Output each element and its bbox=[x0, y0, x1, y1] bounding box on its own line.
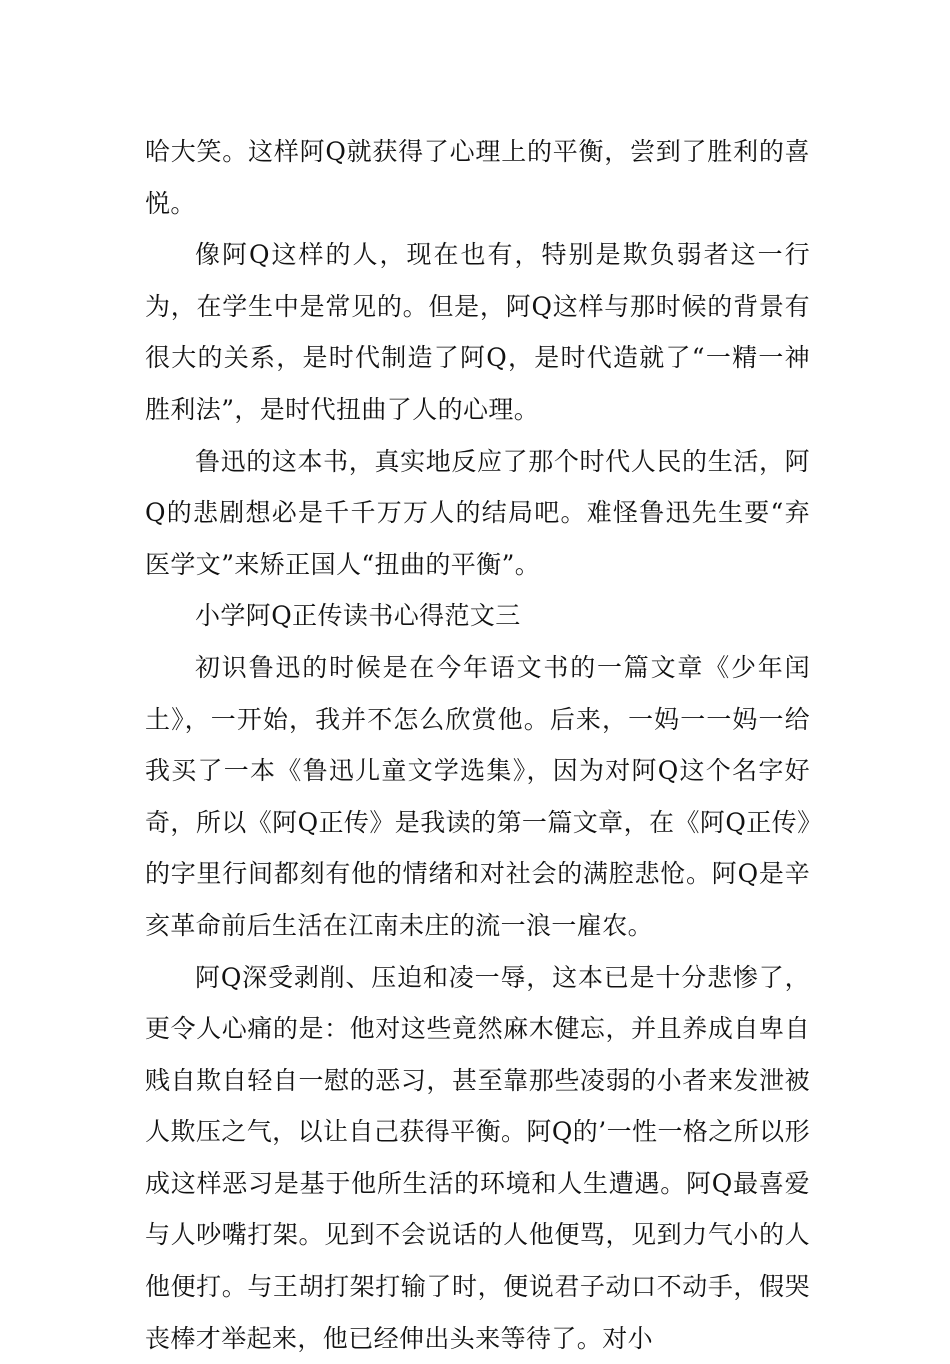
paragraph-ah-q-character: 阿Q深受剥削、压迫和凌一辱，这本已是十分悲惨了，更令人心痛的是：他对这些竟然麻木健忘，并且养成自卑自贱自欺自轻自一慰的恶习，甚至靠那些凌弱的小者来发泄被人欺压之气，以让自己获得平衡。阿Q的’一性一格之所以形成这样恶习是基于他所生活的环境和人生遭遇。阿Q最喜爱与人吵嘴打架。见到不会说话的人他便骂，见到力气小的人他便打。与王胡打架打输了时，便说君子动口不动手，假哭丧棒才举起来，他已经伸出头来等待了。对小 bbox=[145, 952, 810, 1364]
section-heading: 小学阿Q正传读书心得范文三 bbox=[145, 590, 810, 642]
paragraph-luxun-book: 鲁迅的这本书，真实地反应了那个时代人民的生活，阿Q的悲剧想必是千千万万人的结局吧。难怪鲁迅先生要“弃医学文”来矫正国人“扭曲的平衡”。 bbox=[145, 436, 810, 591]
paragraph-continuation: 哈大笑。这样阿Q就获得了心理上的平衡，尝到了胜利的喜悦。 bbox=[145, 126, 810, 229]
paragraph-first-encounter: 初识鲁迅的时候是在今年语文书的一篇文章《少年闰土》，一开始，我并不怎么欣赏他。后来，一妈一一妈一给我买了一本《鲁迅儿童文学选集》，因为对阿Q这个名字好奇，所以《阿Q正传》是我读的第一篇文章，在《阿Q正传》的字里行间都刻有他的情绪和对社会的满腔悲怆。阿Q是辛亥革命前后生活在江南未庄的流一浪一雇农。 bbox=[145, 642, 810, 952]
document-body bbox=[145, 126, 810, 1364]
paragraph-modern-relevance: 像阿Q这样的人，现在也有，特别是欺负弱者这一行为，在学生中是常见的。但是，阿Q这样与那时候的背景有很大的关系，是时代制造了阿Q，是时代造就了“一精一神胜利法”，是时代扭曲了人的心理。 bbox=[145, 229, 810, 435]
